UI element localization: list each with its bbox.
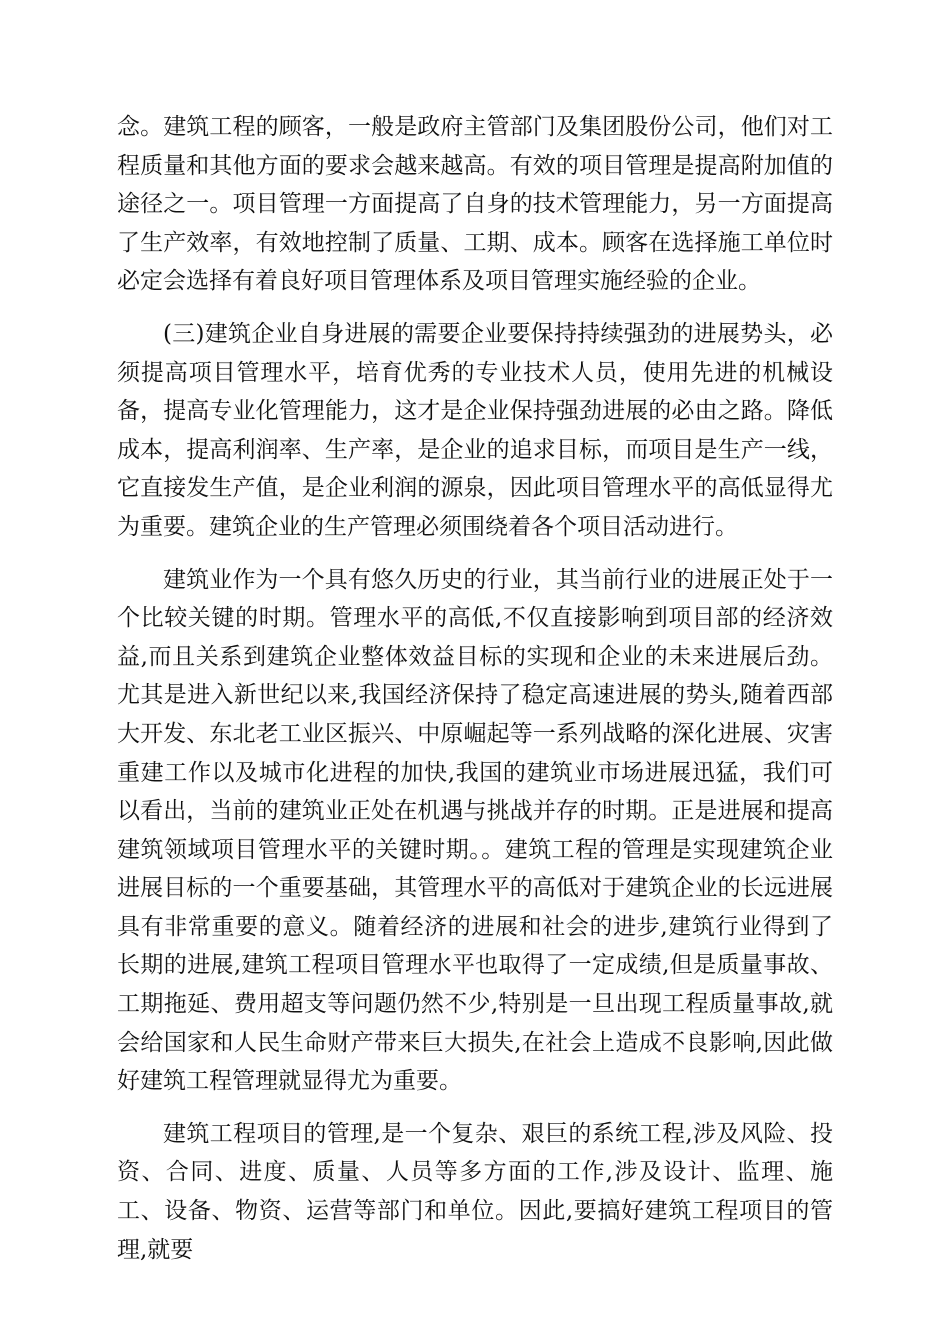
- paragraph-enterprise-development: (三)建筑企业自身进展的需要企业要保持持续强劲的进展势头，必须提高项目管理水平，培育优秀的专业技术人员，使用先进的机械设备，提高专业化管理能力，这才是企业保持强劲进展的必由之路。降低成本，提高利润率、生产率，是企业的追求目标，而项目是生产一线，它直接发生产值，是企业利润的源泉，因此项目管理水平的高低显得尤为重要。建筑企业的生产管理必须围绕着各个项目活动进行。: [117, 320, 833, 540]
- paragraph-project-management: 建筑工程项目的管理,是一个复杂、艰巨的系统工程,涉及风险、投资、合同、进度、质量、人员等多方面的工作,涉及设计、监理、施工、设备、物资、运营等部门和单位。因此,要搞好建筑工程项目的管理,就要: [117, 1120, 833, 1263]
- document-page: [117, 108, 833, 1269]
- paragraph-industry-context: 建筑业作为一个具有悠久历史的行业，其当前行业的进展正处于一个比较关键的时期。管理水平的高低,不仅直接影响到项目部的经济效益,而且关系到建筑企业整体效益目标的实现和企业的未来进展后劲。尤其是进入新世纪以来,我国经济保持了稳定高速进展的势头,随着西部大开发、东北老工业区振兴、中原崛起等一系列战略的深化进展、灾害重建工作以及城市化进程的加快,我国的建筑业市场进展迅猛，我们可以看出，当前的建筑业正处在机遇与挑战并存的时期。正是进展和提高建筑领域项目管理水平的关键时期。。建筑工程的管理是实现建筑企业进展目标的一个重要基础，其管理水平的高低对于建筑企业的长远进展具有非常重要的意义。随着经济的进展和社会的进步,建筑行业得到了长期的进展,建筑工程项目管理水平也取得了一定成绩,但是质量事故、工期拖延、费用超支等问题仍然不少,特别是一旦出现工程质量事故,就会给国家和人民生命财产带来巨大损失,在社会上造成不良影响,因此做好建筑工程管理就显得尤为重要。: [117, 566, 833, 1095]
- paragraph-continuation: 念。建筑工程的顾客，一般是政府主管部门及集团股份公司，他们对工程质量和其他方面的要求会越来越高。有效的项目管理是提高附加值的途径之一。项目管理一方面提高了自身的技术管理能力，另一方面提高了生产效率，有效地控制了质量、工期、成本。顾客在选择施工单位时必定会选择有着良好项目管理体系及项目管理实施经验的企业。: [117, 114, 833, 295]
